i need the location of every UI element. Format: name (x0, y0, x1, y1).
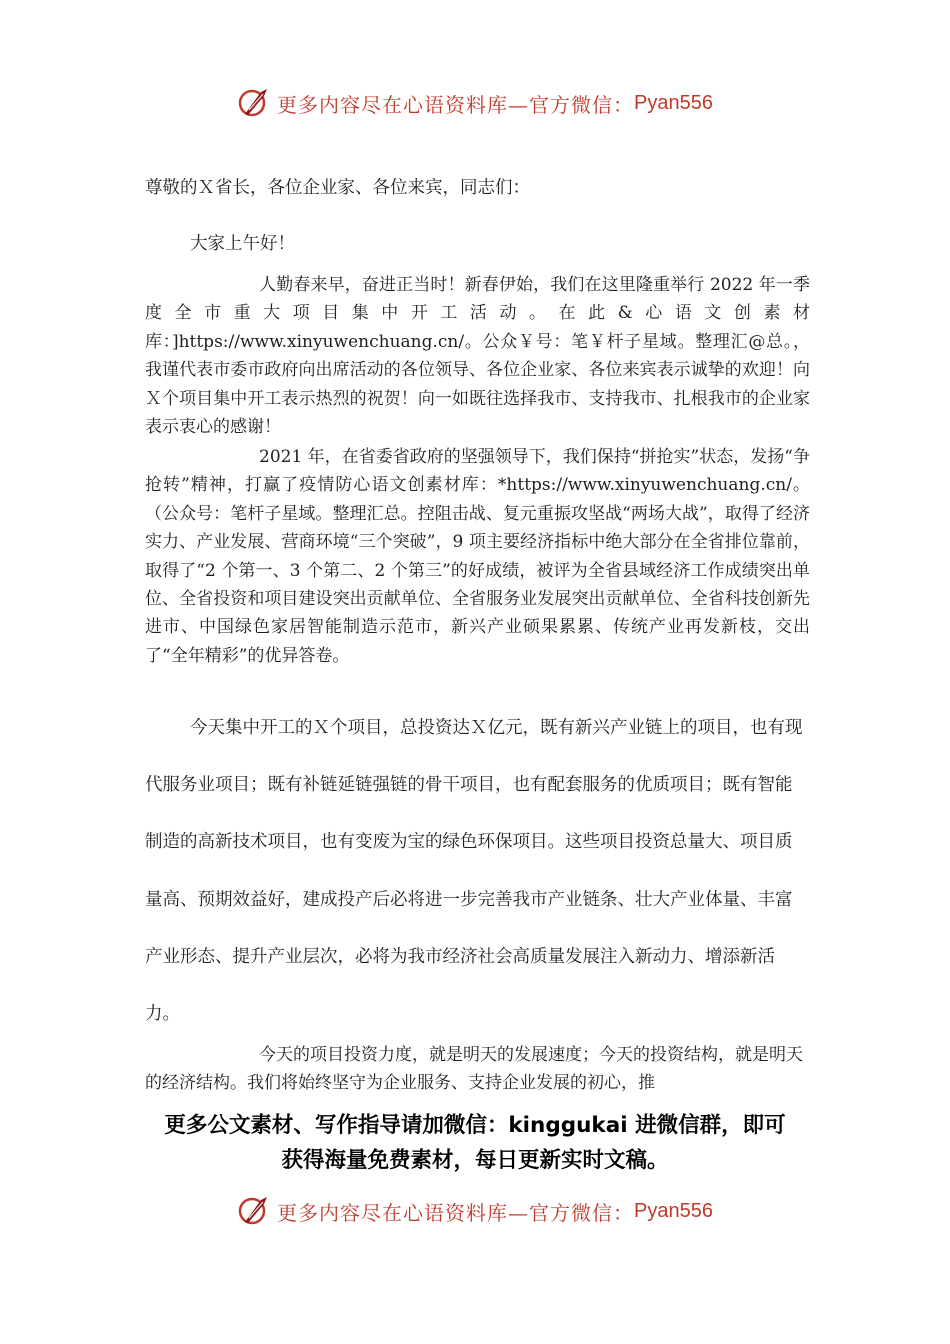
footer-banner-text: 更多内容尽在心语资料库—官方微信： (277, 1200, 635, 1225)
paragraph-1-text: 人勤春来早，奋进正当时！新春伊始，我们在这里隆重举行 2022 年一季度全市重大项目集中开工活动。在此&心语文创素材库：]https://www.xinyuwenchuang.cn/。公众￥号：笔￥杆子星域。整理汇@总。，我谨代表市委市政府向出席活动的各位领导、各位企业家、各位来宾表示诚挚的欢迎！向Ｘ个项目集中开工表示热烈的祝贺！向一如既往选择我市、支持我市、扎根我市的企业家表示衷心的感谢！ (145, 275, 810, 438)
quill-logo-icon (237, 1194, 271, 1228)
paragraph-3 (145, 700, 805, 1043)
paragraph-2-text: 2021 年，在省委省政府的坚强领导下，我们保持“拼抢实”状态，发扬“争抢转”精神，打赢了疫情防心语文创素材库：*https://www.xinyuwenchuang.cn/。（公众号：笔杆子星域。整理汇总。控阻击战、复元重振攻坚战“两场大战”，取得了经济实力、产业发展、营商环境“三个突破”，9 项主要经济指标中绝大部分在全省排位靠前，取得了“2 个第一、3 个第二、2 个第三”的好成绩，被评为全省县域经济工作成绩突出单位、全省投资和项目建设突出贡献单位、全省服务业发展突出贡献单位、全省科技创新先进市、中国绿色家居智能制造示范市，新兴产业硕果累累、传统产业再发新枝，交出了“全年精彩”的优异答卷。 (145, 447, 810, 666)
footer-banner (0, 1191, 950, 1231)
header-banner (0, 83, 950, 123)
paragraph-3-text: 今天集中开工的Ｘ个项目，总投资达Ｘ亿元，既有新兴产业链上的项目，也有现代服务业项目；既有补链延链强链的骨干项目，也有配套服务的优质项目；既有智能制造的高新技术项目，也有变废为宝的绿色环保项目。这些项目投资总量大、项目质量高、预期效益好，建成投产后必将进一步完善我市产业链条、壮大产业体量、丰富产业形态、提升产业层次，必将为我市经济社会高质量发展注入新动力、增添新活力。 (145, 718, 803, 1025)
greeting: 大家上午好！ (190, 234, 295, 254)
paragraph-4-text: 今天的项目投资力度，就是明天的发展速度；今天的投资结构，就是明天的经济结构。我们将始终坚守为企业服务、支持企业发展的初心，推 (145, 1045, 803, 1094)
footer-banner-wechat-id: Pyan556 (634, 1199, 713, 1222)
promo-line-2: 获得海量免费素材，每日更新实时文稿。 (281, 1148, 669, 1173)
promo-line-1: 更多公文素材、写作指导请加微信：kinggukai 进微信群，即可 (164, 1113, 786, 1138)
paragraph-2 (145, 443, 810, 670)
paragraph-1 (145, 271, 810, 441)
paragraph-4 (145, 1041, 810, 1098)
promo-notice (140, 1108, 810, 1178)
header-banner-text: 更多内容尽在心语资料库—官方微信： (277, 92, 635, 117)
header-banner-wechat-id: Pyan556 (634, 91, 713, 114)
quill-logo-icon (237, 86, 271, 120)
salutation: 尊敬的Ｘ省长，各位企业家、各位来宾，同志们： (145, 178, 530, 198)
